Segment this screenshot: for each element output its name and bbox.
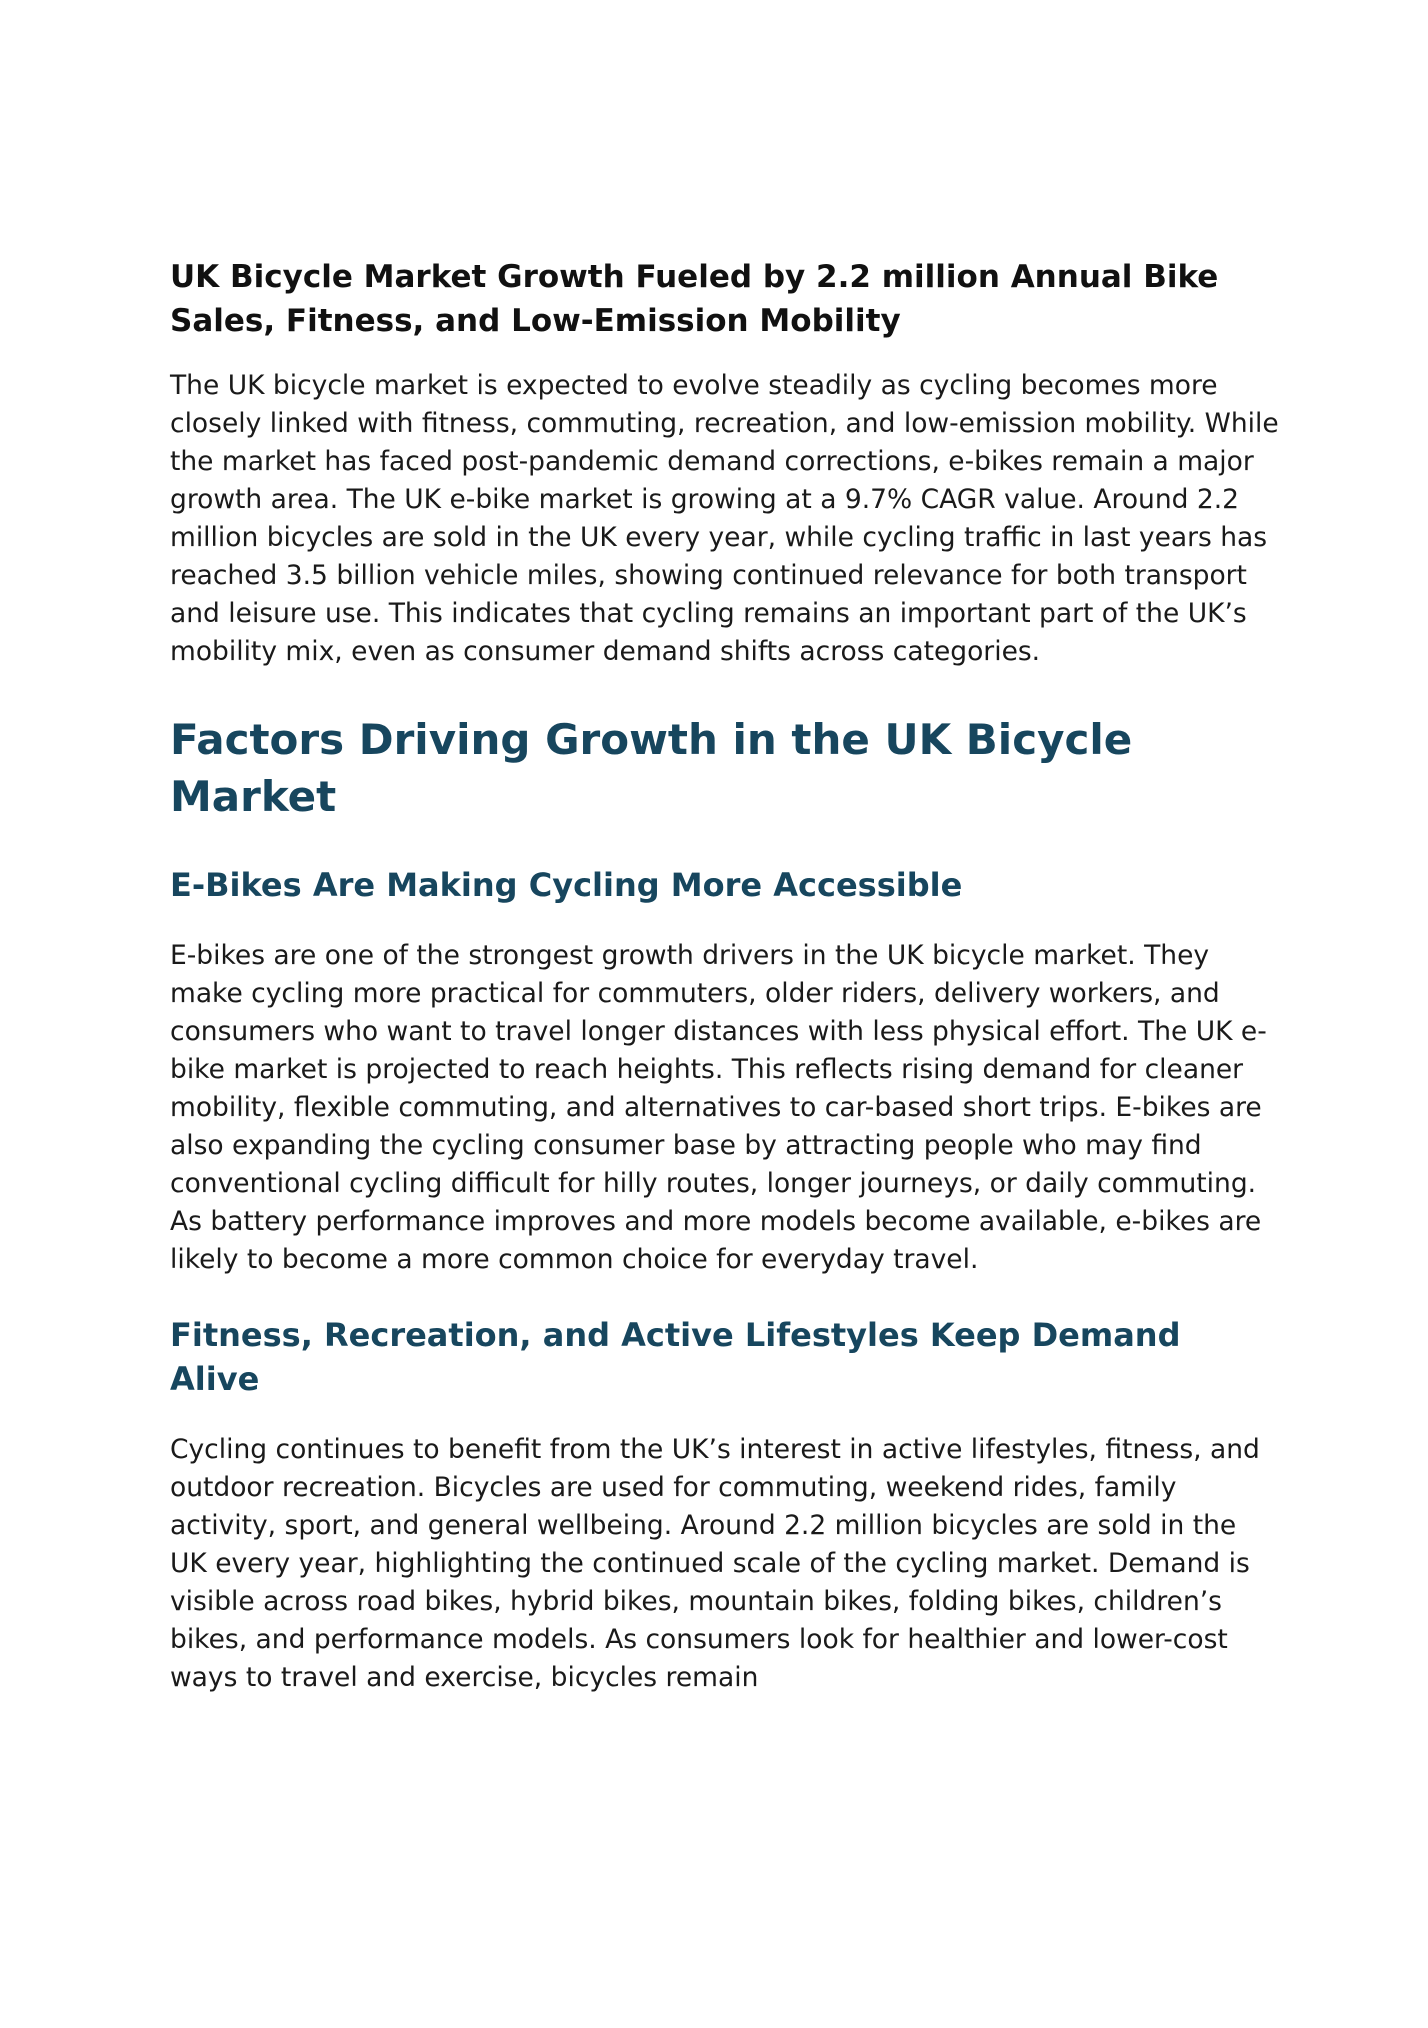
subsection-heading-ebikes: E-Bikes Are Making Cycling More Accessible	[170, 866, 963, 904]
subsection-heading-fitness: Fitness, Recreation, and Active Lifestyles Keep Demand Alive	[170, 1316, 1181, 1398]
document-title: UK Bicycle Market Growth Fueled by 2.2 million Annual Bike Sales, Fitness, and Low-Emission Mobility	[170, 259, 1219, 339]
subsection-body-ebikes: E-bikes are one of the strongest growth drivers in the UK bicycle market. They make cycling more practical for commuters, older riders, delivery workers, and consumers who want to travel longer distances with less physical effort. The UK e-bike market is projected to reach heights. This reflects rising demand for cleaner mobility, flexible commuting, and alternatives to car-based short trips. E-bikes are also expanding the cycling consumer base by attracting people who may find conventional cycling difficult for hilly routes, longer journeys, or daily commuting. As battery performance improves and more models become available, e-bikes are likely to become a more common choice for everyday travel.	[170, 940, 1267, 1275]
subsection-body-fitness: Cycling continues to benefit from the UK’s interest in active lifestyles, fitness, and outdoor recreation. Bicycles are used for commuting, weekend rides, family activity, sport, and general wellbeing. Around 2.2 million bicycles are sold in the UK every year, highlighting the continued scale of the cycling market. Demand is visible across road bikes, hybrid bikes, mountain bikes, folding bikes, children’s bikes, and performance models. As consumers look for healthier and lower-cost ways to travel and exercise, bicycles remain	[170, 1434, 1260, 1693]
intro-paragraph: The UK bicycle market is expected to evolve steadily as cycling becomes more closely linked with fitness, commuting, recreation, and low-emission mobility. While the market has faced post-pandemic demand corrections, e-bikes remain a major growth area. The UK e-bike market is growing at a 9.7% CAGR value. Around 2.2 million bicycles are sold in the UK every year, while cycling traffic in last years has reached 3.5 billion vehicle miles, showing continued relevance for both transport and leisure use. This indicates that cycling remains an important part of the UK’s mobility mix, even as consumer demand shifts across categories.	[170, 370, 1279, 667]
section-heading: Factors Driving Growth in the UK Bicycle Market	[170, 715, 1133, 821]
document-page	[170, 255, 1280, 1731]
